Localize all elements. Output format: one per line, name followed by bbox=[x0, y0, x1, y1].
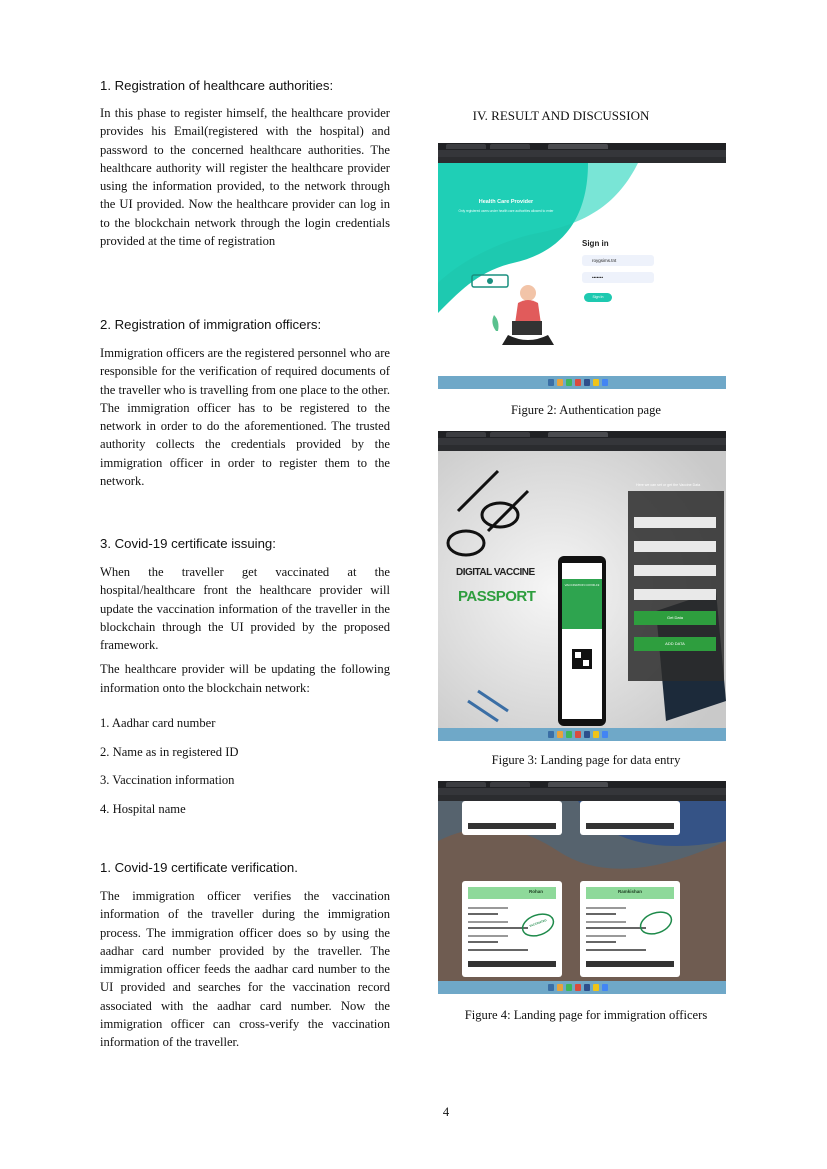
password-input[interactable]: ••••••• bbox=[582, 272, 654, 283]
record-card bbox=[462, 801, 562, 835]
sign-in-heading: Sign in bbox=[582, 239, 609, 248]
add-data-button[interactable]: ADD DATA bbox=[634, 637, 716, 651]
list-item: 1. Aadhar card number bbox=[100, 716, 216, 730]
figure-caption: Figure 4: Landing page for immigration officers bbox=[464, 1008, 708, 1022]
section-heading: 2. Registration of immigration officers: bbox=[100, 317, 322, 332]
section-body: The immigration officer verifies the vaccination information of the traveller during the immigration process. The immigration officer does so by using the aadhar card number provided by the traveller. The immigration officer feeds the aadhar card number to the UI provided and searches for the vaccination record associated with the aadhar card number. Now the immigration officer can cross-verify the vaccination information of the traveller. bbox=[100, 889, 390, 1050]
figure-immigration-screenshot bbox=[438, 781, 726, 994]
figure-data-entry-screenshot bbox=[438, 431, 726, 741]
taskbar bbox=[438, 376, 726, 389]
get-data-button[interactable]: Get Data bbox=[634, 611, 716, 625]
section-immigration-officers bbox=[100, 317, 390, 490]
list-item: 4. Hospital name bbox=[100, 802, 186, 816]
section-body: Immigration officers are the registered personnel who are responsible for the verification of required documents of the traveller who is travelling from one place to the other. The immigration officer has to be registered to the network in order to do the aforementioned. The trusted authority collects the credentials provided by the immigration officer in order to register them to the network. bbox=[100, 346, 390, 489]
section-body: In this phase to register himself, the healthcare provider provides his Email(registered with the hospital) and password to the concerned healthcare authorities. The healthcare authority will register the healthcare provider using the information provided, to the network through the UI provided. Now the healthcare provider can log in to the blockchain network through the login credentials provided at the time of registration bbox=[100, 106, 390, 249]
section-heading: 3. Covid-19 certificate issuing: bbox=[100, 536, 276, 551]
person-illustration bbox=[520, 285, 536, 301]
section-heading: 1. Covid-19 certificate verification. bbox=[100, 860, 298, 875]
banner-title: Health Care Provider bbox=[478, 199, 534, 205]
section-healthcare-authorities bbox=[100, 78, 390, 250]
figure-authentication-screenshot bbox=[438, 143, 726, 389]
card-name-2: Ramkishan bbox=[617, 889, 642, 894]
headline-line-2: PASSPORT bbox=[458, 588, 536, 605]
page-number: 4 bbox=[442, 1105, 450, 1119]
vaccinated-stamp: VACCINATED bbox=[528, 918, 548, 928]
form-title: Here we can set or get the Vaccine Data bbox=[636, 483, 701, 487]
list-item: 3. Vaccination information bbox=[100, 773, 235, 787]
taskbar bbox=[438, 728, 726, 741]
phone-title: VACCINATION COVID-19 bbox=[564, 583, 600, 587]
section-certificate-verification bbox=[100, 860, 390, 1052]
figure-caption: Figure 2: Authentication page bbox=[510, 403, 662, 417]
section-body: When the traveller get vaccinated at the hospital/healthcare front the healthcare provider will update the vaccination information of the traveller in the blockchain through the UI provided by the proposed framework. bbox=[100, 565, 390, 653]
card-name-1: Rohan bbox=[529, 889, 543, 894]
email-input[interactable]: roygsims.tnt bbox=[582, 255, 654, 266]
record-card bbox=[580, 801, 680, 835]
figure-caption: Figure 3: Landing page for data entry bbox=[491, 753, 681, 767]
section-title: IV. RESULT AND DISCUSSION bbox=[472, 108, 650, 123]
banner-subtitle: Only registered users under health care authorities allowed to enter bbox=[458, 209, 554, 213]
section-heading: 1. Registration of healthcare authorities: bbox=[100, 78, 334, 93]
list-item: 2. Name as in registered ID bbox=[100, 745, 239, 759]
section-body: The healthcare provider will be updating the following information onto the blockchain network: bbox=[100, 662, 390, 695]
sign-in-button[interactable]: Sign In bbox=[584, 293, 612, 302]
headline-line-1: DIGITAL VACCINE bbox=[456, 567, 535, 578]
taskbar bbox=[438, 981, 726, 994]
section-certificate-issuing bbox=[100, 536, 390, 816]
